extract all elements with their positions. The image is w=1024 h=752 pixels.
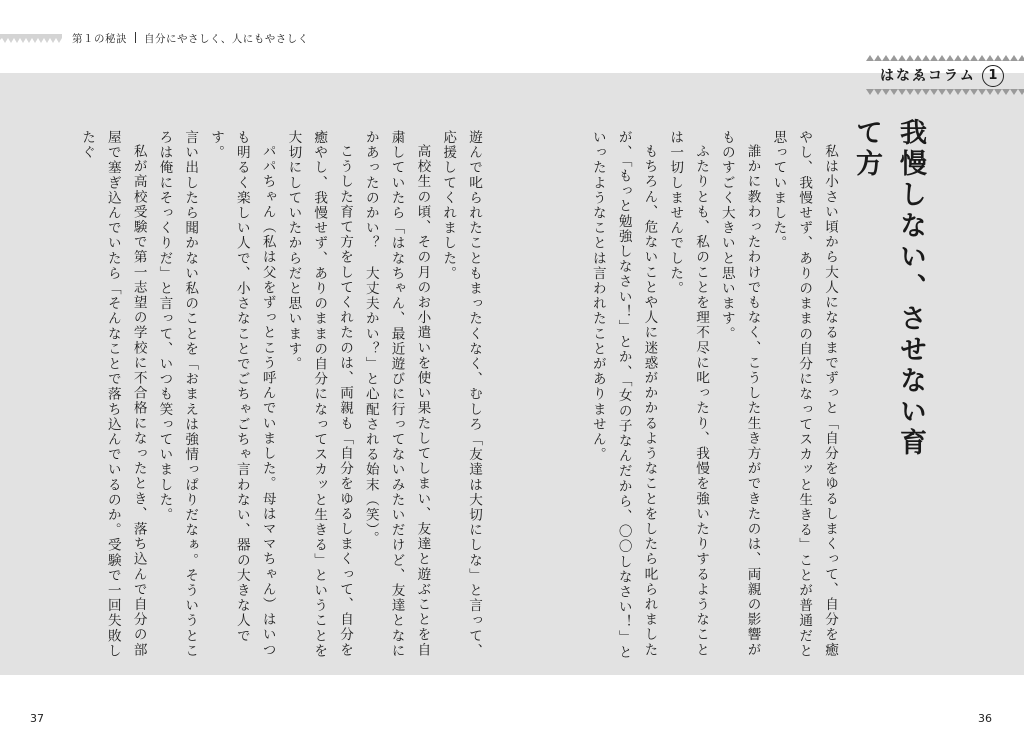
paragraph: 誰かに教わったわけでもなく、こうした生き方ができたのは、両親の影響がものすごく大きいと思います。	[718, 130, 761, 657]
left-page-body	[72, 130, 486, 670]
column-number-circle: 1	[982, 65, 1004, 87]
paragraph: 言い出したら聞かない私のことを「おまえは強情っぱりだなぁ。そういうところは俺にそっくりだ」と言って、いつも笑っていました。	[156, 130, 199, 659]
paragraph: ふたりとも、私のことを理不尽に叱ったり、我慢を強いたりするようなことは一切しませんでした。	[667, 130, 710, 657]
chapter-label: 第１の秘訣	[72, 33, 127, 45]
column-badge-label	[880, 65, 1004, 87]
paragraph: もちろん、危ないことや人に迷惑がかかるようなことをしたら叱られましたが、「もっと勉強しなさい！」とか、「女の子なんだから、〇〇しなさい！」といったようなことは言われたことがありません。	[589, 130, 658, 660]
paragraph: 高校生の頃、その月のお小遣いを使い果たしてしまい、友達と遊ぶことを自粛していたら「はなちゃん、最近遊びに行ってないみたいだけど、友達となにかあったのかい？ 大丈夫かい？」と心配される始末（笑）。	[362, 130, 431, 659]
chapter-subtitle: 自分にやさしく、人にもやさしく	[144, 33, 309, 45]
column-badge	[866, 55, 1024, 95]
running-head-divider	[135, 32, 136, 43]
right-page-body	[584, 130, 842, 670]
page-number-left: 37	[30, 712, 44, 725]
paragraph: 私が高校受験で第一志望の学校に不合格になったとき、落ち込んで自分の部屋で塞ぎ込んでいたら「そんなことで落ち込んでいるのか。受験で一回失敗したぐ	[79, 130, 147, 659]
article-title: 我慢しない、させない育て方	[851, 118, 926, 459]
paragraph: パパちゃん（私は父をずっとこう呼んでいました。母はママちゃん）はいつも明るく楽しい人で、小さなことでごちゃごちゃ言わない、器の大きな人です。	[208, 130, 276, 657]
paragraph: 遊んで叱られたこともまったくなく、むしろ「友達は大切にしな」と言って、応援してくれました。	[440, 130, 482, 659]
column-label-text: はなゑコラム	[880, 68, 976, 84]
page-number-right: 36	[978, 712, 992, 725]
paragraph: こうした育て方をしてくれたのは、両親も「自分をゆるしまくって、自分を癒やし、我慢せず、ありのままの自分になってスカッと生きる」ということを大切にしていたからだと思います。	[285, 130, 354, 659]
running-head	[72, 31, 309, 46]
paragraph: 私は小さい頃から大人になるまでずっと「自分をゆるしまくって、自分を癒やし、我慢せず、ありのままの自分になってスカッと生きる」ことが普通だと思っていました。	[770, 130, 838, 659]
decorative-zigzag-border	[0, 34, 62, 44]
badge-zigzag-bottom	[866, 89, 1024, 95]
badge-zigzag-top	[866, 55, 1024, 61]
